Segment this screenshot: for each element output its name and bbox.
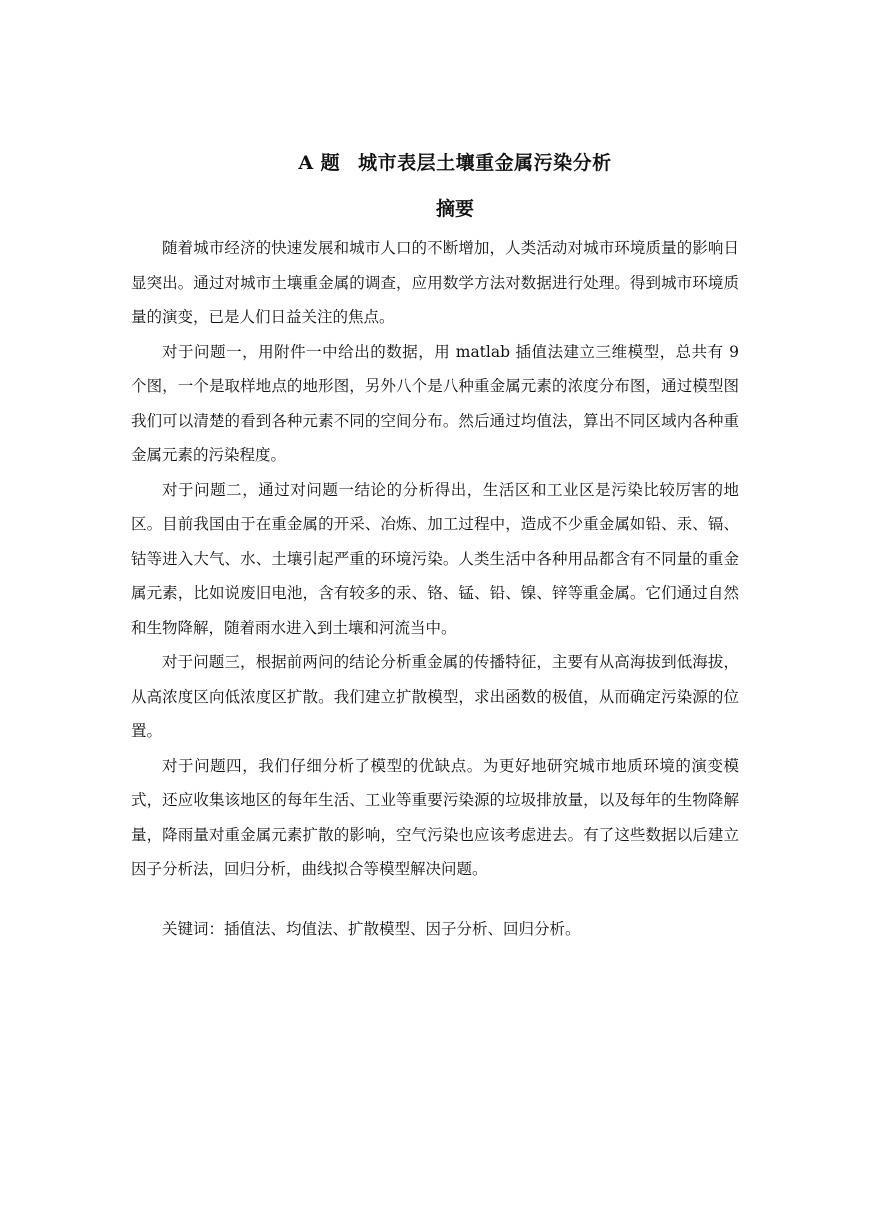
- abstract-paragraph-5: 对于问题四，我们仔细分析了模型的优缺点。为更好地研究城市地质环境的演变模式，还应收集该地区的每年生活、工业等重要污染源的垃圾排放量，以及每年的生物降解量，降雨量对重金属元素扩散的影响，空气污染也应该考虑进去。有了这些数据以后建立因子分析法，回归分析，曲线拟合等模型解决问题。: [131, 756, 739, 878]
- abstract-paragraph-1: 随着城市经济的快速发展和城市人口的不断增加，人类活动对城市环境质量的影响日显突出。通过对城市土壤重金属的调查，应用数学方法对数据进行处理。得到城市环境质量的演变，已是人们日益关注的焦点。: [131, 239, 739, 326]
- abstract-paragraph-3: 对于问题二，通过对问题一结论的分析得出，生活区和工业区是污染比较厉害的地区。目前我国由于在重金属的开采、冶炼、加工过程中，造成不少重金属如铅、汞、镉、钴等进入大气、水、土壤引起严重的环境污染。人类生活中各种用品都含有不同量的重金属元素，比如说废旧电池，含有较多的汞、铬、锰、铅、镍、锌等重金属。它们通过自然和生物降解，随着雨水进入到土壤和河流当中。: [131, 480, 739, 637]
- abstract-paragraph-2: 对于问题一，用附件一中给出的数据，用 matlab 插值法建立三维模型，总共有 9 个图，一个是取样地点的地形图，另外八个是八种重金属元素的浓度分布图，通过模型图我们可以清楚的看到各种元素不同的空间分布。然后通过均值法，算出不同区域内各种重金属元素的污染程度。: [131, 342, 739, 464]
- abstract-heading: 摘要: [435, 198, 474, 220]
- abstract-paragraph-4: 对于问题三，根据前两问的结论分析重金属的传播特征，主要有从高海拔到低海拔，从高浓度区向低浓度区扩散。我们建立扩散模型，求出函数的极值，从而确定污染源的位置。: [131, 653, 739, 740]
- title-prefix: A 题: [298, 152, 341, 174]
- abstract-body: [131, 231, 739, 887]
- title-main: 城市表层土壤重金属污染分析: [358, 152, 612, 174]
- keywords-line: 关键词：插值法、均值法、扩散模型、因子分析、回归分析。: [162, 920, 581, 938]
- document-title: [0, 150, 869, 176]
